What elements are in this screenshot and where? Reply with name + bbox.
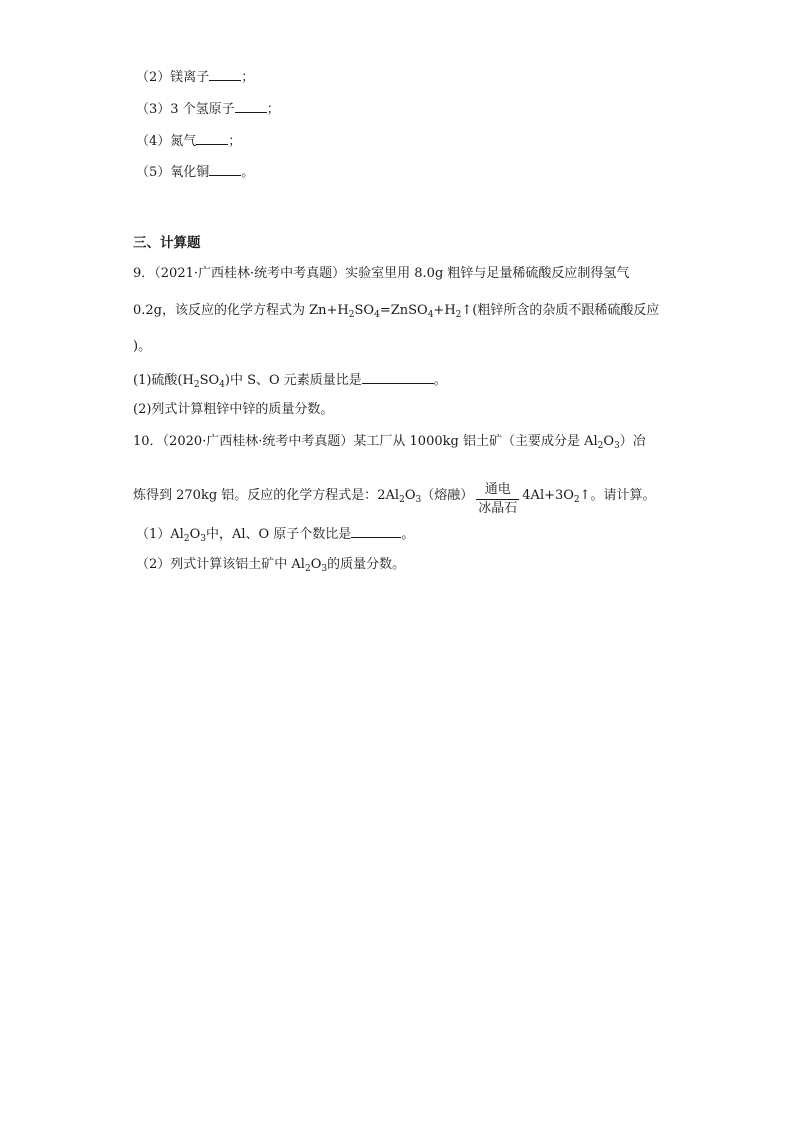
subquestion-text: 中，Al、O 原子个数比是 xyxy=(205,527,352,542)
item-text: 氧化铜 xyxy=(170,165,210,180)
subscript: 2 xyxy=(455,310,462,320)
punctuation: 。 xyxy=(241,165,255,180)
subquestion-text: （2）列式计算该铝土矿中 Al xyxy=(136,557,305,572)
subscript: 3 xyxy=(200,534,206,544)
question-number: 10． xyxy=(133,434,163,449)
equation-part: +H xyxy=(433,303,456,318)
subscript: 3 xyxy=(614,441,620,451)
subscript: 2 xyxy=(573,495,580,505)
subscript: 4 xyxy=(219,380,225,390)
question-text: 某工厂从 1000kg 铝土矿（主要成分是 Al xyxy=(353,434,598,449)
punctuation: 。 xyxy=(433,373,447,388)
condition-bar xyxy=(476,499,519,500)
item-text: 氮气 xyxy=(170,134,197,149)
item-text: 3 个氢原子 xyxy=(170,102,235,117)
item-number: （3） xyxy=(136,102,171,117)
equation-part: 4Al+3O xyxy=(522,488,574,503)
answer-blank xyxy=(196,131,228,145)
punctuation: ； xyxy=(228,134,242,149)
reaction-condition xyxy=(476,482,519,517)
subquestion-text: O xyxy=(310,557,322,572)
equation-part: O xyxy=(404,488,416,503)
subscript: 2 xyxy=(183,534,190,544)
section-title: 三、计算题 xyxy=(133,235,201,251)
subscript: 2 xyxy=(348,310,355,320)
equation-part: 炼得到 270kg 铝。反应的化学方程式是：2Al xyxy=(133,488,400,503)
subquestion-text: O xyxy=(189,527,201,542)
item-text: 镁离子 xyxy=(170,70,210,85)
item-4 xyxy=(136,131,241,151)
subscript: 2 xyxy=(193,380,200,390)
question-text: O xyxy=(603,434,615,449)
item-2 xyxy=(136,67,254,87)
item-number: （5） xyxy=(136,165,171,180)
question-text: 实验室里用 8.0g 粗锌与足量稀硫酸反应制得氢气 xyxy=(345,266,630,281)
answer-blank xyxy=(209,67,241,81)
q9-subquestion-2: (2)列式计算粗锌中锌的质量分数。 xyxy=(133,402,334,417)
q10-subquestion-1 xyxy=(136,524,414,544)
subscript: 4 xyxy=(374,310,380,320)
item-5 xyxy=(136,162,254,182)
q9-line-3: )。 xyxy=(133,339,152,354)
q9-subquestion-1 xyxy=(133,370,447,390)
subquestion-text: )中 S、O 元素质量比是 xyxy=(224,373,362,388)
subquestion-text: SO xyxy=(199,373,220,388)
question-source: （2021·广西桂林·统考中考真题） xyxy=(154,266,346,281)
condition-top: 通电 xyxy=(484,482,511,497)
q10-line-2 xyxy=(133,478,656,516)
subscript: 3 xyxy=(321,564,328,574)
q10-subquestion-2 xyxy=(136,556,405,574)
question-text: ）冶 xyxy=(619,434,646,449)
subquestion-text: （1）Al xyxy=(136,527,184,542)
q10-line-1 xyxy=(133,433,646,451)
answer-blank xyxy=(351,524,401,538)
equation-part: =ZnSO xyxy=(379,303,428,318)
item-number: （4） xyxy=(136,134,171,149)
equation-part: SO xyxy=(354,303,375,318)
subscript: 2 xyxy=(304,564,311,574)
equation-part: ↑(粗锌所含的杂质不跟稀硫酸反应 xyxy=(461,303,660,318)
equation-part: ↑。请计算。 xyxy=(579,488,656,503)
q9-line-2 xyxy=(133,302,659,320)
question-source: （2020·广西桂林·统考中考真题） xyxy=(162,434,354,449)
subscript: 3 xyxy=(415,495,422,505)
punctuation: ； xyxy=(241,70,255,85)
item-3 xyxy=(136,99,280,119)
subscript: 4 xyxy=(427,310,434,320)
answer-blank xyxy=(362,370,434,384)
subscript: 2 xyxy=(597,441,604,451)
question-number: 9． xyxy=(133,266,155,281)
q9-line-1 xyxy=(133,265,629,283)
punctuation: ； xyxy=(266,102,280,117)
item-number: （2） xyxy=(136,70,171,85)
subscript: 2 xyxy=(399,495,405,505)
equation-part: 0.2g，该反应的化学方程式为 Zn+H xyxy=(133,303,349,318)
subquestion-text: (1)硫酸(H xyxy=(133,373,194,388)
punctuation: 。 xyxy=(401,527,415,542)
equation-part: （熔融） xyxy=(421,488,474,503)
answer-blank xyxy=(209,162,241,176)
condition-bottom: 冰晶石 xyxy=(478,501,518,516)
answer-blank xyxy=(235,99,267,113)
subquestion-text: 的质量分数。 xyxy=(327,557,406,572)
